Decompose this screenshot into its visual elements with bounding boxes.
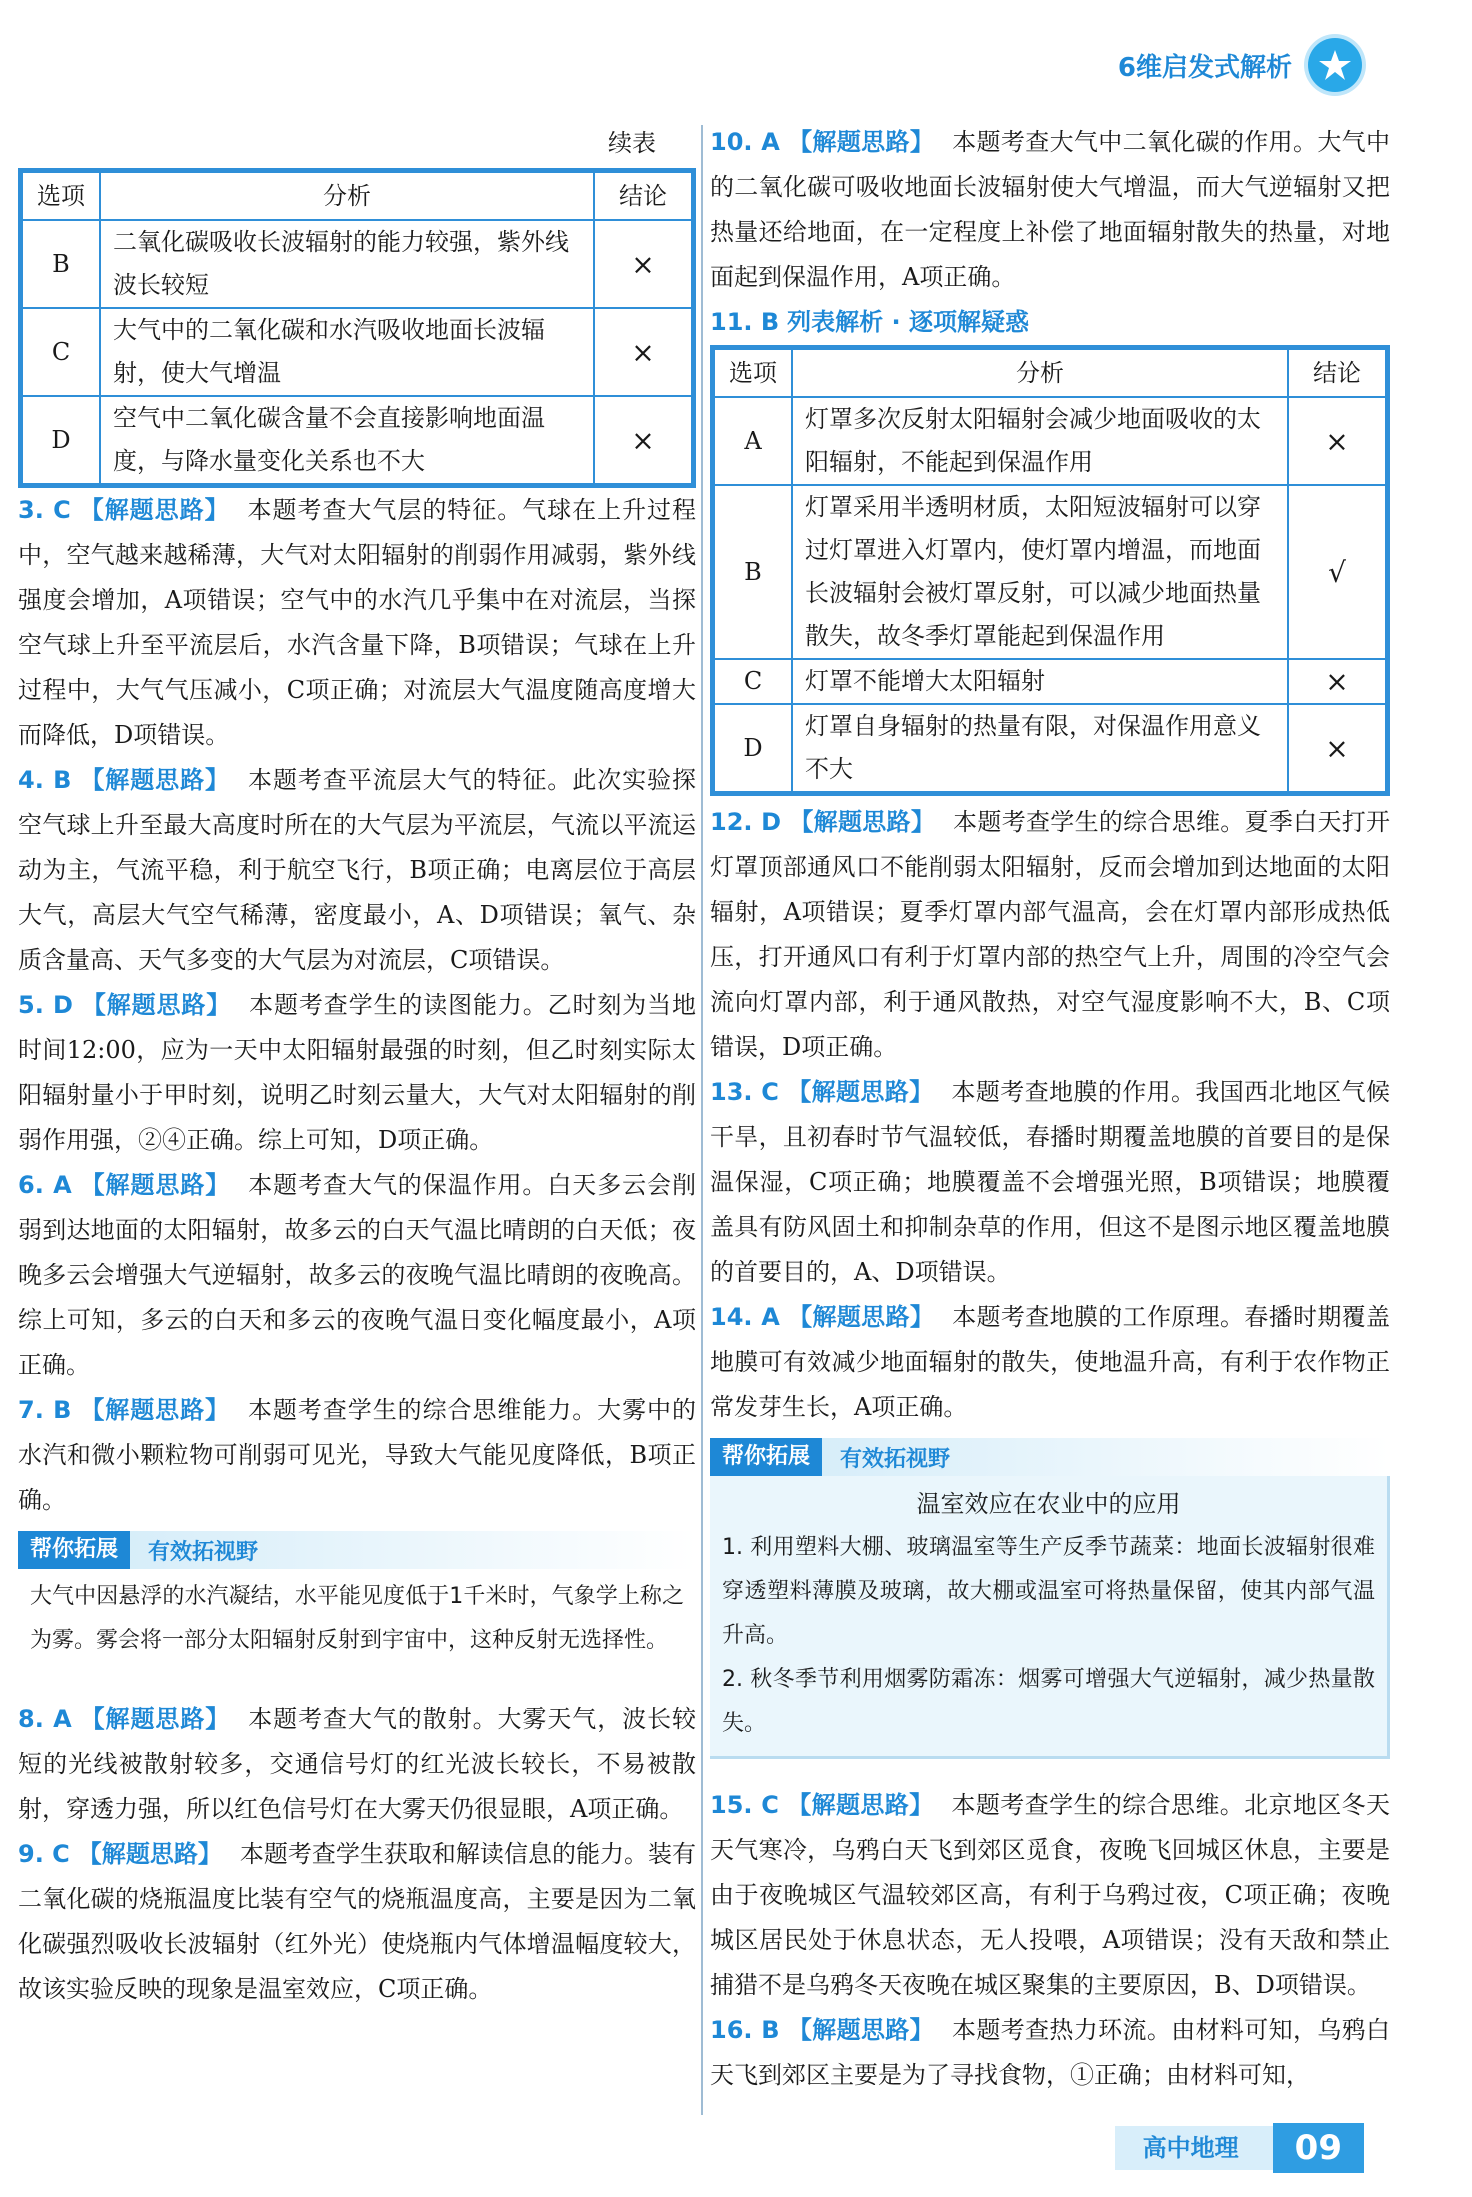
col-header-option: 选项 (22, 172, 100, 220)
answer-text: 本题考查热力环流。由材料可知，乌鸦白天飞到郊区主要是为了寻找食物，①正确；由材料可知， (710, 2016, 1391, 2089)
answer-text: 本题考查大气中二氧化碳的作用。大气中的二氧化碳可吸收地面长波辐射使大气增温，而大气逆辐射又把热量还给地面，在一定程度上补偿了地面辐射散失的热量，对地面起到保温作用，A项正确。 (710, 128, 1391, 291)
question-number: 14. A (710, 1303, 780, 1331)
answer-12 (710, 800, 1390, 1070)
answer-text: 本题考查学生的综合思维。夏季白天打开灯罩顶部通风口不能削弱太阳辐射，反而会增加到达地面的太阳辐射，A项错误；夏季灯罩内部气温高，会在灯罩内部形成热低压，打开通风口有利于灯罩内部的热空气上升，周围的冷空气会流向灯罩内部，利于通风散热，对空气湿度影响不大，B、C项错误，D项正确。 (710, 808, 1391, 1061)
extension-label: 帮你拓展 (710, 1438, 822, 1476)
answer-11 (710, 300, 1390, 345)
solution-tag: 【解题思路】 (79, 766, 230, 794)
question-number: 10. A (710, 128, 780, 156)
extension-header (710, 1438, 1390, 1476)
row-option: C (22, 308, 100, 396)
question-number: 16. B (710, 2016, 780, 2044)
row-option: D (22, 396, 100, 484)
row-option: B (22, 220, 100, 308)
solution-tag: 【解题思路】 (80, 991, 232, 1019)
analysis-table (21, 171, 693, 485)
answer-7 (18, 1388, 696, 1523)
answer-text: 本题考查地膜的作用。我国西北地区气候干旱，且初春时节气温较低，春播时期覆盖地膜的首要目的是保温保湿，C项正确；地膜覆盖不会增强光照，B项错误；地膜覆盖具有防风固土和抑制杂草的作用，但这不是图示地区覆盖地膜的首要目的，A、D项错误。 (710, 1078, 1391, 1286)
table-row (22, 308, 692, 396)
answer-text: 本题考查大气的保温作用。白天多云会削弱到达地面的太阳辐射，故多云的白天气温比晴朗的白天低；夜晚多云会增强大气逆辐射，故多云的夜晚气温比晴朗的夜晚高。综上可知，多云的白天和多云的夜晚气温日变化幅度最小，A项正确。 (18, 1171, 697, 1379)
answer-text: 本题考查学生的综合思维。北京地区冬天天气寒冷，乌鸦白天飞到郊区觅食，夜晚飞回城区休息，主要是由于夜晚城区气温较郊区高，有利于乌鸦过夜，C项正确；夜晚城区居民处于休息状态，无人投喂，A项错误；没有天敌和禁止捕猎不是乌鸦冬天夜晚在城区聚集的主要原因，B、D项错误。 (710, 1791, 1391, 1999)
question-number: 5. D (18, 991, 73, 1019)
answer-15 (710, 1783, 1390, 2008)
table-header-row (714, 349, 1386, 397)
table-caption: 续表 (608, 129, 656, 157)
row-option: C (714, 659, 792, 704)
question-number: 6. A (18, 1171, 72, 1199)
answer-4 (18, 758, 696, 983)
col-header-result: 结论 (1288, 349, 1386, 397)
row-result: × (594, 220, 692, 308)
answer-text: 本题考查地膜的工作原理。春播时期覆盖地膜可有效减少地面辐射的散失，使地温升高，有利于农作物正常发芽生长，A项正确。 (710, 1303, 1391, 1421)
col-header-analysis: 分析 (100, 172, 594, 220)
column-divider (701, 125, 703, 2115)
col-header-result: 结论 (594, 172, 692, 220)
question-number: 7. B (18, 1396, 72, 1424)
row-analysis: 空气中二氧化碳含量不会直接影响地面温度，与降水量变化关系也不大 (100, 396, 594, 484)
answer-5 (18, 983, 696, 1163)
row-result: × (594, 396, 692, 484)
extension-title: 温室效应在农业中的应用 (916, 1490, 1181, 1518)
table-row (714, 704, 1386, 792)
answer-14 (710, 1295, 1390, 1430)
solution-tag: 【解题思路】 (78, 496, 230, 524)
row-analysis: 灯罩不能增大太阳辐射 (792, 659, 1288, 704)
extension-body (710, 1476, 1390, 1759)
extension-item: 1. 利用塑料大棚、玻璃温室等生产反季节蔬菜：地面长波辐射很难穿透塑料薄膜及玻璃，故大棚或温室可将热量保留，使其内部气温升高。 (722, 1535, 1375, 1648)
question-number: 3. C (18, 496, 71, 524)
table-row (714, 659, 1386, 704)
question-number: 15. C (710, 1791, 779, 1819)
row-result: × (1288, 704, 1386, 792)
table-analysis-tag: 列表解析 · 逐项解疑惑 (787, 308, 1029, 336)
page-footer (1115, 2123, 1364, 2173)
row-analysis: 大气中的二氧化碳和水汽吸收地面长波辐射，使大气增温 (100, 308, 594, 396)
solution-tag: 【解题思路】 (79, 1171, 231, 1199)
solution-tag: 【解题思路】 (77, 1840, 222, 1868)
solution-tag: 【解题思路】 (787, 128, 935, 156)
answer-13 (710, 1070, 1390, 1295)
analysis-table (713, 348, 1387, 793)
page-header (1118, 40, 1362, 90)
row-result: × (594, 308, 692, 396)
answer-text: 本题考查平流层大气的特征。此次实验探空气球上升至最大高度时所在的大气层为平流层，气流以平流运动为主，气流平稳，利于航空飞行，B项正确；电离层位于高层大气，高层大气空气稀薄，密度最小，A、D项错误；氧气、杂质含量高、天气多变的大气层为对流层，C项错误。 (18, 766, 696, 974)
row-option: D (714, 704, 792, 792)
solution-tag: 【解题思路】 (786, 1791, 934, 1819)
extension-label: 帮你拓展 (18, 1531, 130, 1569)
row-option: A (714, 397, 792, 485)
extension-item: 2. 秋冬季节利用烟雾防霜冻：烟雾可增强大气逆辐射，减少热量散失。 (722, 1667, 1375, 1736)
col-header-option: 选项 (714, 349, 792, 397)
question-number: 13. C (710, 1078, 779, 1106)
question-number: 8. A (18, 1705, 72, 1733)
table-row (22, 396, 692, 484)
extension-text: 大气中因悬浮的水汽凝结，水平能见度低于1千米时，气象学上称之为雾。雾会将一部分太阳辐射反射到宇宙中，这种反射无选择性。 (30, 1584, 684, 1653)
row-result: × (1288, 397, 1386, 485)
question-number: 12. D (710, 808, 782, 836)
solution-tag: 【解题思路】 (789, 808, 936, 836)
extension-subtitle: 有效拓视野 (840, 1446, 951, 1472)
col-header-analysis: 分析 (792, 349, 1288, 397)
right-column (710, 120, 1390, 2098)
table-row (714, 485, 1386, 659)
answer-10 (710, 120, 1390, 300)
answer-text: 本题考查学生的综合思维能力。大雾中的水汽和微小颗粒物可削弱可见光，导致大气能见度降低，B项正确。 (18, 1396, 696, 1514)
extension-body (18, 1569, 696, 1673)
table-row (714, 397, 1386, 485)
left-column (18, 120, 696, 2012)
question-number: 11. B (710, 308, 780, 336)
answer-3 (18, 488, 696, 758)
answer-6 (18, 1163, 696, 1388)
row-analysis: 灯罩多次反射太阳辐射会减少地面吸收的太阳辐射，不能起到保温作用 (792, 397, 1288, 485)
solution-tag: 【解题思路】 (787, 2016, 935, 2044)
answer-text: 本题考查大气层的特征。气球在上升过程中，空气越来越稀薄，大气对太阳辐射的削弱作用减弱，紫外线强度会增加，A项错误；空气中的水汽几乎集中在对流层，当探空气球上升至平流层后，水汽含量下降，B项错误；气球在上升过程中，大气气压减小，C项正确；对流层大气温度随高度增大而降低，D项错误。 (18, 496, 697, 749)
row-analysis: 灯罩自身辐射的热量有限，对保温作用意义不大 (792, 704, 1288, 792)
extension-subtitle: 有效拓视野 (148, 1539, 259, 1565)
row-result: √ (1288, 485, 1386, 659)
solution-tag: 【解题思路】 (786, 1078, 934, 1106)
answer-16 (710, 2008, 1390, 2098)
row-result: × (1288, 659, 1386, 704)
solution-tag: 【解题思路】 (79, 1396, 230, 1424)
solution-tag: 【解题思路】 (79, 1705, 231, 1733)
table-header-row (22, 172, 692, 220)
analysis-table-frame (18, 168, 696, 488)
table-row (22, 220, 692, 308)
answer-9 (18, 1832, 696, 2012)
question-number: 9. C (18, 1840, 70, 1868)
header-title: 6维启发式解析 (1117, 52, 1292, 83)
row-option: B (714, 485, 792, 659)
solution-tag: 【解题思路】 (787, 1303, 935, 1331)
extension-header (18, 1531, 696, 1569)
question-number: 4. B (18, 766, 72, 794)
row-analysis: 灯罩采用半透明材质，太阳短波辐射可以穿过灯罩进入灯罩内，使灯罩内增温，而地面长波辐射会被灯罩反射，可以减少地面热量散失，故冬季灯罩能起到保温作用 (792, 485, 1288, 659)
analysis-table-frame (710, 345, 1390, 796)
row-analysis: 二氧化碳吸收长波辐射的能力较强，紫外线波长较短 (100, 220, 594, 308)
answer-text: 本题考查大气的散射。大雾天气，波长较短的光线被散射较多，交通信号灯的红光波长较长，不易被散射，穿透力强，所以红色信号灯在大雾天仍很显眼，A项正确。 (18, 1705, 697, 1823)
star-logo-icon (1308, 38, 1362, 92)
answer-text: 本题考查学生的读图能力。乙时刻为当地时间12:00，应为一天中太阳辐射最强的时刻，但乙时刻实际太阳辐射量小于甲时刻，说明乙时刻云量大，大气对太阳辐射的削弱作用强，②④正确。综上可知，D项正确。 (18, 991, 697, 1154)
subject-label: 高中地理 (1115, 2126, 1273, 2170)
page-number: 09 (1273, 2123, 1364, 2173)
answer-text: 本题考查学生获取和解读信息的能力。装有二氧化碳的烧瓶温度比装有空气的烧瓶温度高，主要是因为二氧化碳强烈吸收长波辐射（红外光）使烧瓶内气体增温幅度较大，故该实验反映的现象是温室效应，C项正确。 (18, 1840, 696, 2003)
answer-8 (18, 1697, 696, 1832)
